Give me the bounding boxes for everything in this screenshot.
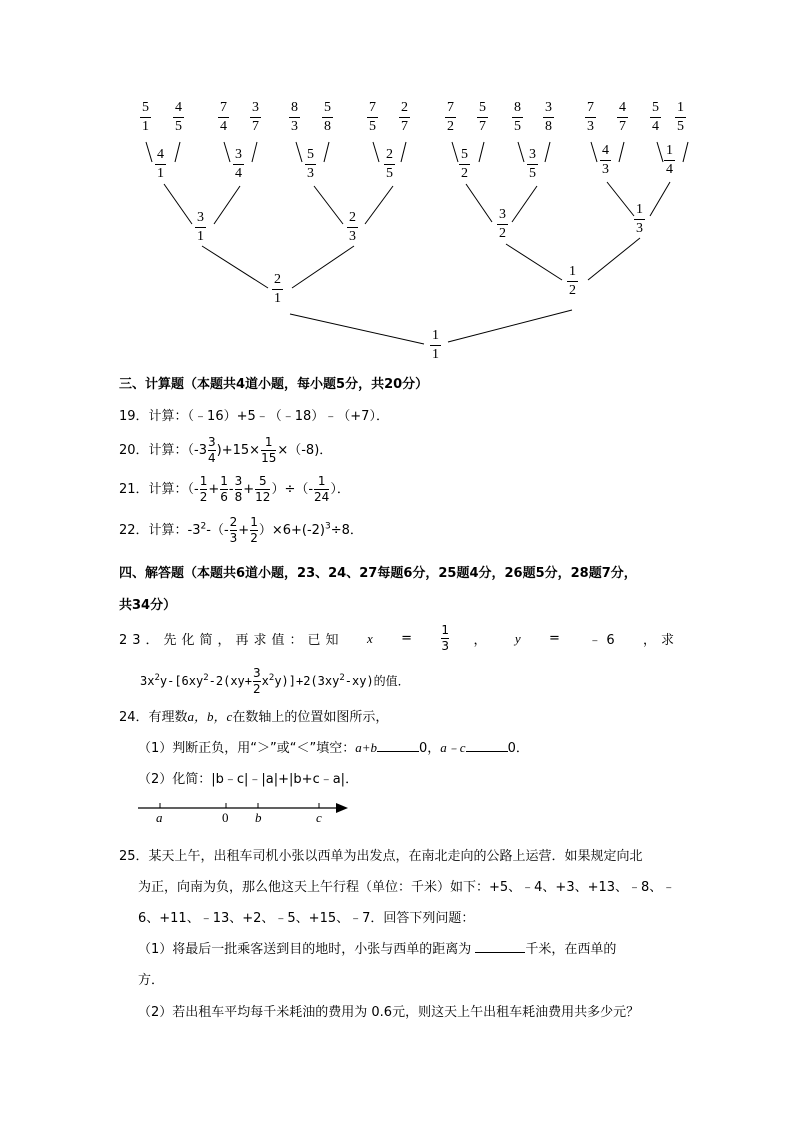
- tree-fraction: 5 1: [142, 100, 149, 134]
- tree-fraction: 4 5: [175, 100, 182, 134]
- tree-fraction: 5 2: [461, 147, 468, 181]
- question-25-line3: 6、+11、﹣13、+2、﹣5、+15、﹣7．回答下列问题：: [138, 911, 475, 926]
- tree-fraction: 1 4: [666, 143, 673, 177]
- tree-fraction: 2 7: [401, 100, 408, 134]
- question-21: 21．计算：（- $\frac{1}{2}$ + $\frac{1}{6}$ - $\frac{3}{8}$ + $\frac{5}{12}$ ）÷（- $\frac{1}{24}$ ）．: [119, 474, 350, 504]
- tree-fraction: 7 4: [220, 100, 227, 134]
- axis-label-zero: 0: [222, 810, 229, 825]
- tree-fraction: 4 3: [602, 143, 609, 177]
- axis-label-c: c: [316, 810, 322, 825]
- question-24-stem: 24．有理数a，b，c在数轴上的位置如图所示，: [119, 709, 389, 725]
- question-25-part1-line2: 方．: [138, 973, 165, 988]
- tree-fraction: 7 2: [447, 100, 454, 134]
- question-20: 20．计算：（-3 $\frac{3}{4}$ )+15× $\frac{1}{15}$ ×（-8)．: [119, 435, 333, 465]
- tree-fraction: 4 1: [157, 147, 164, 181]
- tree-fraction: 5 3: [307, 147, 314, 181]
- tree-fraction: 1 2: [569, 264, 576, 298]
- question-19: 19．计算：（﹣16）+5﹣（﹣18）﹣（+7）．: [119, 409, 389, 424]
- tree-fraction: 4 7: [619, 100, 626, 134]
- section4-heading-line2: 共34分）: [119, 598, 177, 613]
- tree-fraction: 8 3: [291, 100, 298, 134]
- tree-fraction: 3 2: [499, 207, 506, 241]
- question-22: 22．计算：$-3^2-(-$ $\frac{2}{3}$ + $\frac{1}{2}$ ）$\times 6+(-2)^3\div 8$．: [119, 515, 363, 545]
- tree-fraction: 2 1: [274, 272, 281, 306]
- tree-fraction: 5 4: [652, 100, 659, 134]
- question-25-part2: （2）若出租车平均每千米耗油的费用为 0.6元，则这天上午出租车耗油费用共多少元？: [138, 1005, 640, 1020]
- tree-fraction: 3 4: [235, 147, 242, 181]
- tree-fraction: 3 1: [197, 210, 204, 244]
- tree-fraction: 1 3: [636, 202, 643, 236]
- tree-root-fraction: 1 1: [432, 328, 439, 362]
- answer-blank[interactable]: [377, 739, 419, 752]
- axis-label-b: b: [255, 810, 262, 825]
- tree-fraction: 7 5: [369, 100, 376, 134]
- tree-fraction: 1 5: [677, 100, 684, 134]
- answer-blank[interactable]: [466, 739, 508, 752]
- question-23-line2: $3x^2y-[6xy^2-2(xy+$ $\frac{3}{2}$ $x^2y)]+2(3xy^2-xy)$的值．: [140, 666, 410, 696]
- question-23-line1: 23．先化简，再求值：已知 x = 1 3 ， y = ﹣6 ，求: [119, 623, 679, 653]
- tree-fraction: 5 7: [479, 100, 486, 134]
- section3-heading: 三、计算题（本题共4道小题，每小题5分，共20分）: [119, 377, 429, 392]
- tree-fraction: 3 7: [252, 100, 259, 134]
- fraction-tree-lines: [0, 0, 794, 380]
- question-25-part1: （1）将最后一批乘客送到目的地时，小张与西单的距离为 千米，在西单的: [138, 942, 617, 957]
- tree-fraction: 2 3: [349, 210, 356, 244]
- question-25-line1: 25．某天上午，出租车司机小张以西单为出发点，在南北走向的公路上运营．如果规定向北: [119, 849, 643, 864]
- tree-fraction: 3 8: [545, 100, 552, 134]
- tree-fraction: 5 8: [324, 100, 331, 134]
- answer-blank[interactable]: [475, 940, 525, 953]
- axis-label-a: a: [156, 810, 163, 825]
- tree-fraction: 7 3: [587, 100, 594, 134]
- tree-fraction: 8 5: [514, 100, 521, 134]
- question-24-part2: （2）化简：|b﹣c|﹣|a|+|b+c﹣a|．: [138, 772, 359, 787]
- section4-heading-line1: 四、解答题（本题共6道小题，23、24、27每题6分，25题4分，26题5分，28题7分，: [119, 566, 637, 581]
- tree-fraction: 3 5: [529, 147, 536, 181]
- tree-fraction: 2 5: [386, 147, 393, 181]
- question-25-line2: 为正，向南为负，那么他这天上午行程（单位：千米）如下：+5、﹣4、+3、+13、﹣8、﹣: [138, 880, 676, 895]
- question-24-part1: （1）判断正负，用“＞”或“＜”填空：a+b 0，a﹣c 0．: [138, 740, 529, 756]
